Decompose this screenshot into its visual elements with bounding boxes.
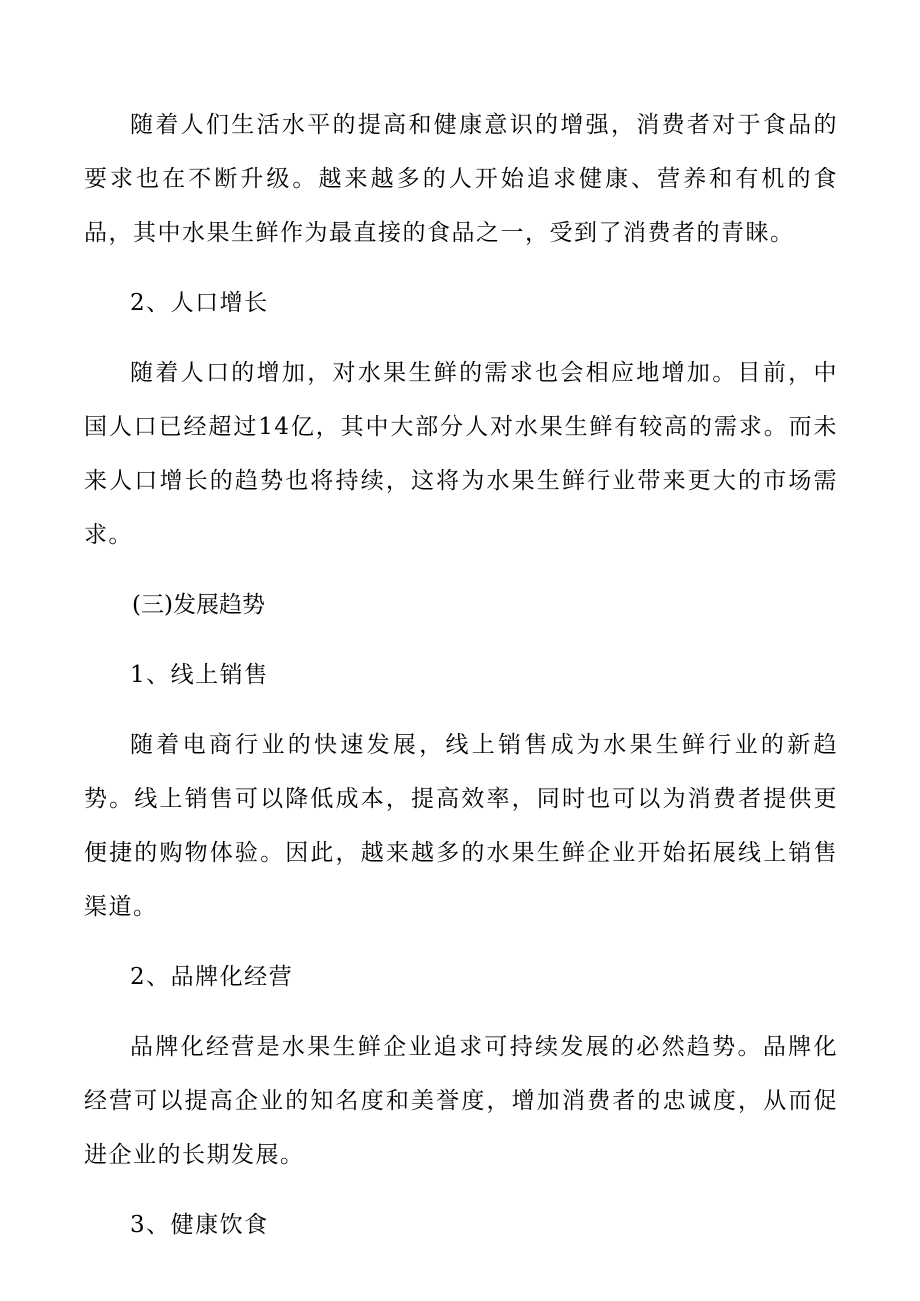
- document-page: [84, 98, 838, 1252]
- paragraph-population-growth: 随着人口的增加，对水果生鲜的需求也会相应地增加。目前，中国人口已经超过14亿，其中大部分人对水果生鲜有较高的需求。而未来人口增长的趋势也将持续，这将为水果生鲜行业带来更大的市场需求。: [84, 360, 838, 548]
- spacer: [84, 1182, 838, 1198]
- spacer: [84, 632, 838, 648]
- spacer: [84, 934, 838, 950]
- paragraph-branding: 品牌化经营是水果生鲜企业追求可持续发展的必然趋势。品牌化经营可以提高企业的知名度和美誉度，增加消费者的忠诚度，从而促进企业的长期发展。: [84, 1034, 838, 1168]
- spacer: [84, 330, 838, 346]
- heading-branding: 2、品牌化经营: [130, 964, 294, 990]
- paragraph-consumer-demand: 随着人们生活水平的提高和健康意识的增强，消费者对于食品的要求也在不断升级。越来越多的人开始追求健康、营养和有机的食品，其中水果生鲜作为最直接的食品之一，受到了消费者的青睐。: [84, 112, 838, 246]
- paragraph-online-sales: 随着电商行业的快速发展，线上销售成为水果生鲜行业的新趋势。线上销售可以降低成本，提高效率，同时也可以为消费者提供更便捷的购物体验。因此，越来越多的水果生鲜企业开始拓展线上销售渠道。: [84, 732, 838, 920]
- section-heading-trends: (三)发展趋势: [132, 592, 265, 618]
- spacer: [84, 1004, 838, 1020]
- spacer: [84, 702, 838, 718]
- heading-population-growth: 2、人口增长: [130, 290, 269, 316]
- spacer: [84, 260, 838, 276]
- heading-healthy-diet: 3、健康饮食: [130, 1212, 269, 1238]
- spacer: [84, 562, 838, 578]
- heading-online-sales: 1、线上销售: [130, 662, 269, 688]
